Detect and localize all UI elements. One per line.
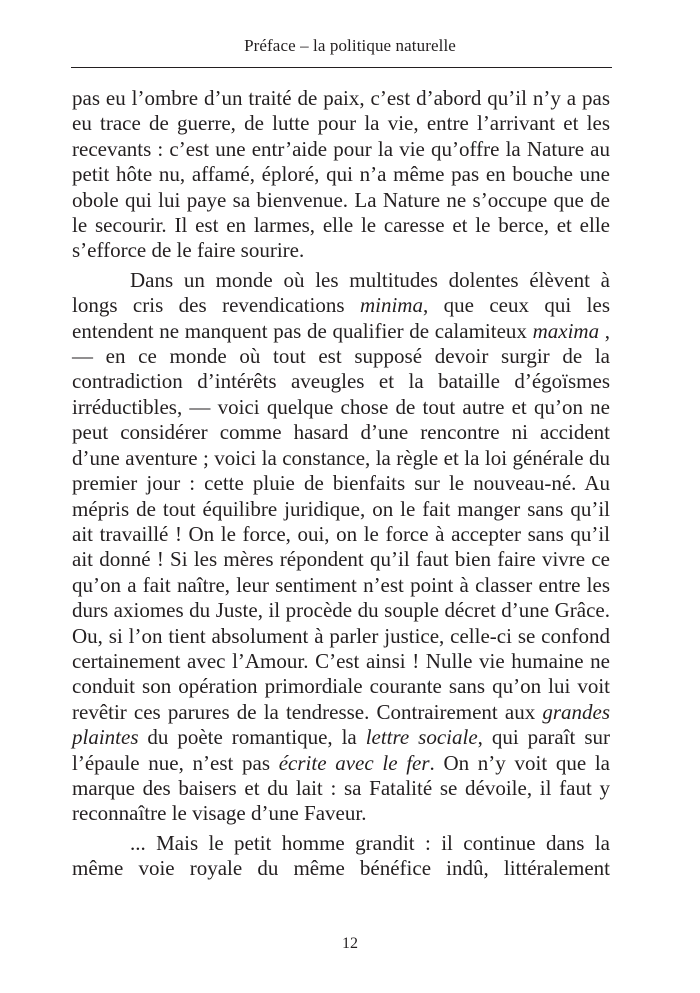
italic-text-run: lettre sociale	[365, 725, 478, 750]
body-text	[72, 86, 610, 882]
header-divider	[71, 67, 612, 68]
text-run: , qui paraît sur l’épaule nue, n’est pas	[72, 725, 610, 775]
text-run: , que ceux qui les entendent ne manquent pas de qualifier de calamiteux	[72, 293, 610, 343]
paragraph-final	[72, 831, 610, 882]
page-number: 12	[342, 935, 358, 952]
italic-text-run: maxima	[532, 318, 600, 343]
text-run: , — en ce monde où tout est supposé devoir surgir de la contradiction d’intérêts aveugles et la bataille d’égoïsmes irréductibles, — voici quelque chose de tout autre et qu’on ne peut considérer comme hasard d’une rencontre ni accident d’une aventure ; voici la constance, la règle et la loi générale du premier jour : cette pluie de bienfaits sur le nouveau-né. Au mépris de tout équilibre juridique, on le fait manger sans qu’il ait travaillé ! On le force, oui, on le force à accepter sans qu’il ait donné ! Si les mères répondent qu’il faut bien faire vivre ce qu’on a fait naître, leur sentiment n’est point à classer entre les durs axiomes du Juste, il procède du souple décret d’une Grâce. Ou, si l’on tient absolument à parler justice, celle-ci se confond certainement avec l’Amour. C’est ainsi ! Nulle vie humaine ne conduit son opération primordiale courante sans qu’on lui voit revêtir ces parures de la tendresse. Contrairement aux	[72, 318, 611, 724]
paragraph-main	[72, 268, 610, 827]
text-run: pas eu l’ombre d’un traité de paix, c’est d’abord qu’il n’y a pas eu trace de guerre, de lutte pour la vie, entre l’arrivant et les recevants : c’est une entr’aide pour la vie qu’offre la Nature au petit hôte nu, affamé, éploré, qui n’a même pas en bouche une obole qui lui paye sa bienvenue. La Nature ne s’occupe que de le secourir. Il est en larmes, elle le caresse et le berce, et elle s’efforce de le faire sourire.	[72, 86, 610, 263]
italic-text-run: grandes plaintes	[72, 699, 610, 750]
text-run: Dans un monde où les multitudes dolentes élèvent à longs cris des revendications	[72, 267, 610, 318]
running-header: Préface – la politique naturelle	[244, 36, 456, 55]
italic-text-run: écrite avec le fer	[278, 750, 430, 775]
text-run: ... Mais le petit homme grandit : il continue dans la même voie royale du même bénéfice indû, littéralement	[72, 830, 610, 881]
italic-text-run: minima	[359, 293, 423, 318]
text-run: . On n’y voit que la marque des baisers et du lait : sa Fatalité se dévoile, il faut y reconnaître le visage d’une Faveur.	[72, 750, 610, 826]
text-run: du poète romantique, la	[138, 725, 366, 750]
paragraph-continued	[72, 86, 610, 264]
